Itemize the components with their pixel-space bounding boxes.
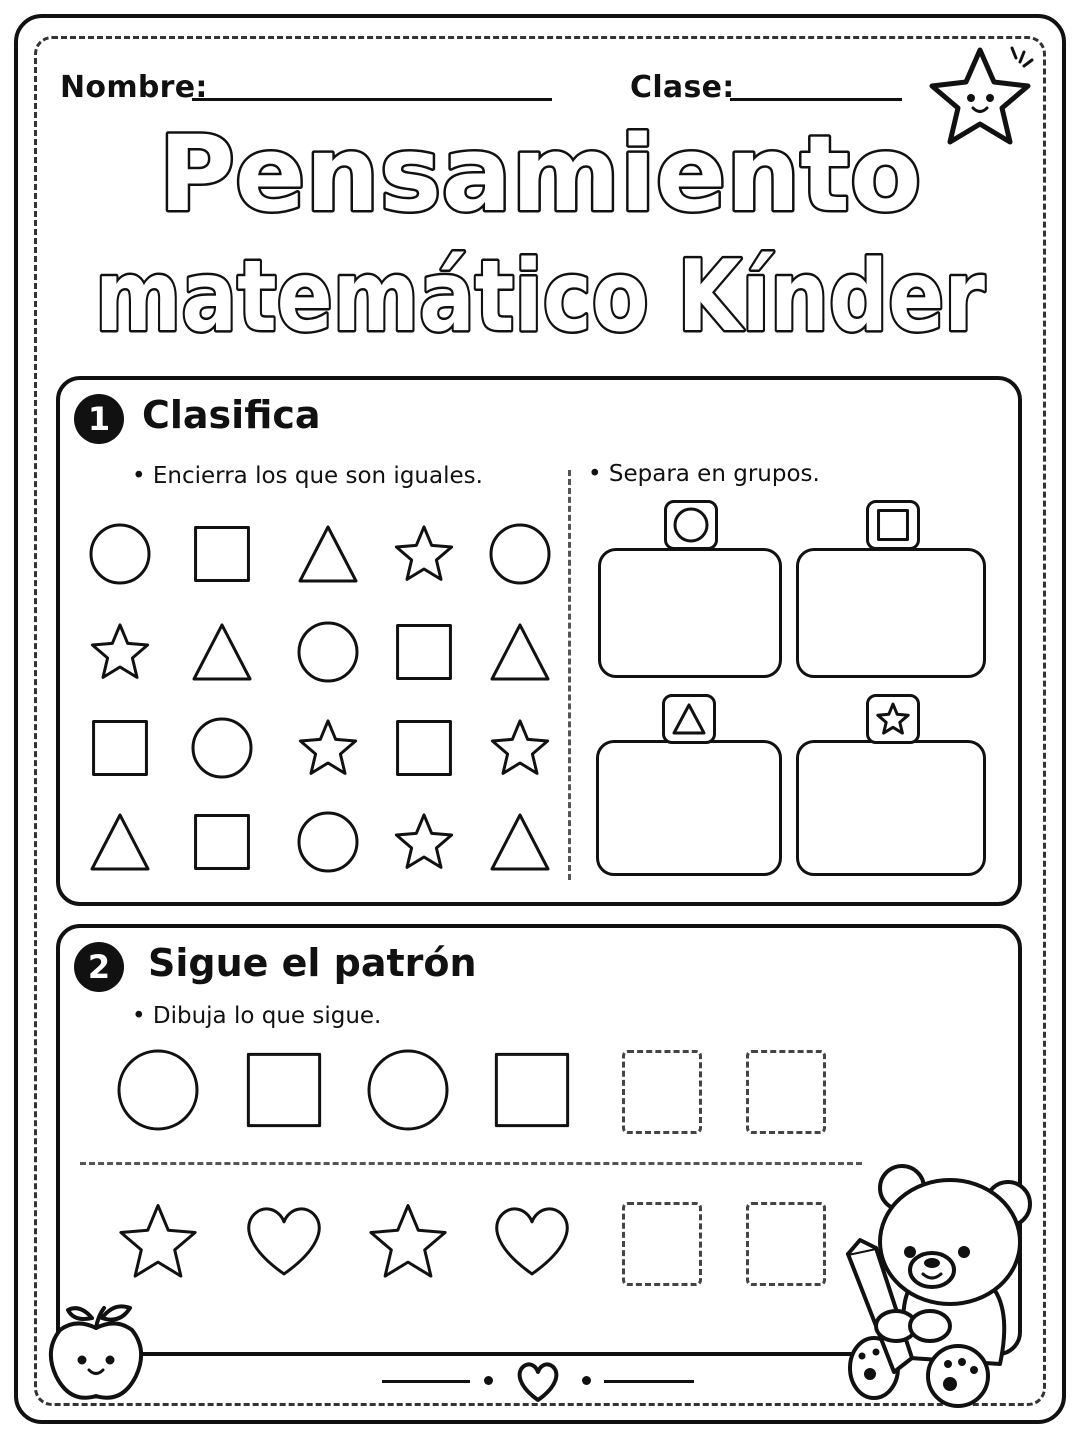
triangle-shape-icon[interactable] bbox=[190, 620, 254, 688]
star-pattern-icon bbox=[116, 1200, 200, 1288]
heart-pattern-icon bbox=[490, 1200, 574, 1288]
section-1-number: 1 bbox=[74, 394, 124, 444]
title-line-1: Pensamiento bbox=[158, 113, 922, 235]
circle-shape-icon[interactable] bbox=[190, 716, 254, 784]
class-label: Clase: bbox=[630, 70, 735, 105]
section-1-divider bbox=[568, 470, 571, 880]
star-shape-icon[interactable] bbox=[488, 716, 552, 784]
apple-character-icon bbox=[46, 1298, 150, 1410]
square-shape-icon[interactable] bbox=[190, 810, 254, 878]
section-2-number: 2 bbox=[74, 942, 124, 992]
square-pattern-icon bbox=[490, 1048, 574, 1136]
circle-shape-icon[interactable] bbox=[296, 620, 360, 688]
star-pattern-icon bbox=[366, 1200, 450, 1288]
group-box-triangle[interactable] bbox=[596, 740, 782, 876]
group-box-circle[interactable] bbox=[598, 548, 782, 678]
footer-dot-left bbox=[484, 1376, 493, 1385]
triangle-shape-icon[interactable] bbox=[296, 522, 360, 590]
name-label: Nombre: bbox=[60, 70, 208, 105]
square-tag-icon bbox=[874, 506, 912, 548]
square-shape-icon[interactable] bbox=[392, 716, 456, 784]
name-field[interactable] bbox=[192, 98, 552, 101]
title-line-2: matemático Kínder bbox=[95, 240, 986, 354]
answer-box[interactable] bbox=[622, 1050, 702, 1134]
triangle-shape-icon[interactable] bbox=[488, 620, 552, 688]
instruction-draw-next: • Dibuja lo que sigue. bbox=[132, 1003, 382, 1029]
group-box-star[interactable] bbox=[796, 740, 986, 876]
circle-shape-icon[interactable] bbox=[296, 810, 360, 878]
instruction-circle-same: • Encierra los que son iguales. bbox=[132, 463, 483, 489]
triangle-tag-icon bbox=[670, 700, 708, 742]
square-shape-icon[interactable] bbox=[392, 620, 456, 688]
star-tag-icon bbox=[874, 700, 912, 742]
star-shape-icon[interactable] bbox=[392, 810, 456, 878]
circle-shape-icon[interactable] bbox=[488, 522, 552, 590]
square-pattern-icon bbox=[242, 1048, 326, 1136]
answer-box[interactable] bbox=[746, 1202, 826, 1286]
circle-pattern-icon bbox=[116, 1048, 200, 1136]
answer-box[interactable] bbox=[746, 1050, 826, 1134]
section-1-title: Clasifica bbox=[142, 393, 321, 437]
footer-line-left bbox=[382, 1380, 470, 1383]
footer-line-right bbox=[604, 1380, 694, 1383]
circle-tag-icon bbox=[672, 506, 710, 548]
square-shape-icon[interactable] bbox=[190, 522, 254, 590]
star-shape-icon[interactable] bbox=[88, 620, 152, 688]
group-box-square[interactable] bbox=[796, 548, 986, 678]
section-2-title: Sigue el patrón bbox=[148, 941, 477, 985]
circle-pattern-icon bbox=[366, 1048, 450, 1136]
heart-icon bbox=[514, 1360, 562, 1404]
pattern-divider bbox=[80, 1162, 862, 1165]
instruction-separate-groups: • Separa en grupos. bbox=[588, 461, 820, 487]
footer-dot-right bbox=[582, 1376, 591, 1385]
circle-shape-icon[interactable] bbox=[88, 522, 152, 590]
bear-with-pencil-icon bbox=[840, 1158, 1040, 1414]
star-shape-icon[interactable] bbox=[392, 522, 456, 590]
triangle-shape-icon[interactable] bbox=[488, 810, 552, 878]
heart-pattern-icon bbox=[242, 1200, 326, 1288]
star-shape-icon[interactable] bbox=[296, 716, 360, 784]
square-shape-icon[interactable] bbox=[88, 716, 152, 784]
triangle-shape-icon[interactable] bbox=[88, 810, 152, 878]
class-field[interactable] bbox=[730, 98, 902, 101]
answer-box[interactable] bbox=[622, 1202, 702, 1286]
worksheet-title bbox=[60, 112, 1020, 352]
